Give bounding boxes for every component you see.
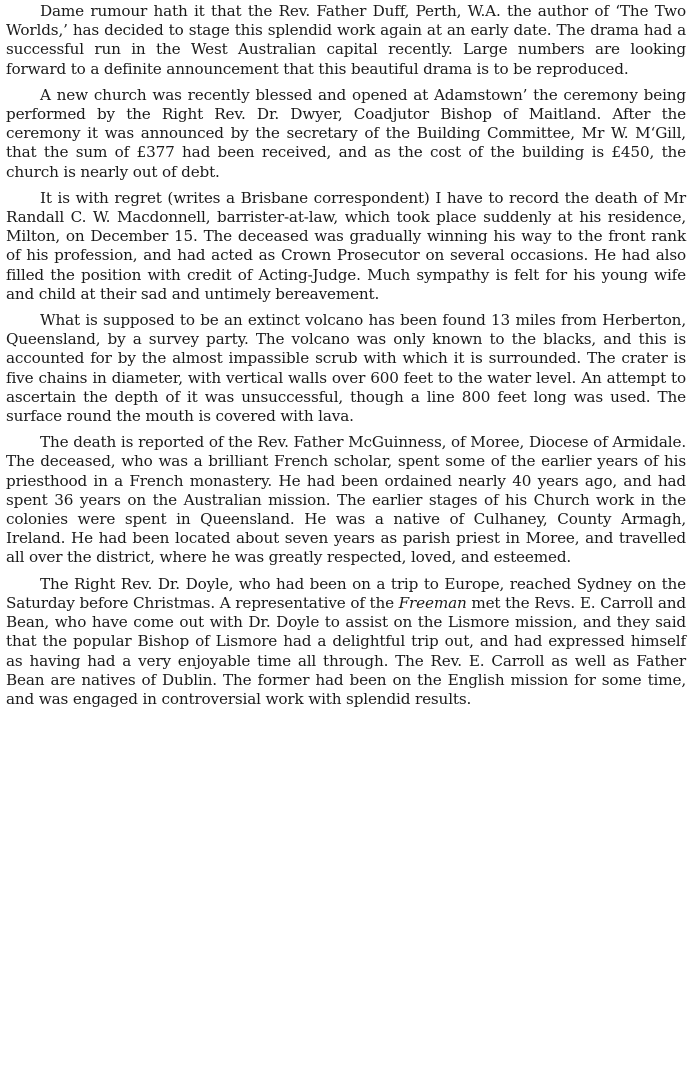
paragraph-doyle-text-before: The Right Rev. Dr. Doyle, who had been on a trip to Europe, reached Sydney on the Saturday before Christmas. A representative of the [6,574,686,612]
paragraph-macdonnell-death: It is with regret (writes a Brisbane correspondent) I have to record the death of Mr Randall C. W. Macdonnell, barrister-at-law, which took place suddenly at his residence, Milton, on December 15. The deceased was gradually winning his way to the front rank of his profession, and had acted as Crown Prosecutor on several occasions. He had also filled the position with credit of Acting-Judge. Much sympathy is felt for his young wife and child at their sad and untimely bereavement. [6,188,686,303]
paragraph-adamstown-church: A new church was recently blessed and opened at Adamstown’ the ceremony being performed by the Right Rev. Dr. Dwyer, Coadjutor Bishop of Maitland. After the ceremony it was announced by the secretary of the Building Committee, Mr W. M‘Gill, that the sum of £377 had been received, and as the cost of the building is £450, the church is nearly out of debt. [6,85,686,181]
paragraph-extinct-volcano: What is supposed to be an extinct volcano has been found 13 miles from Herberton, Queensland, by a survey party. The volcano was only known to the blacks, and this is accounted for by the almost impassible scrub with which it is surrounded. The crater is five chains in diameter, with vertical walls over 600 feet to the water level. An attempt to ascertain the depth of it was unsuccessful, though a line 800 feet long was used. The surface round the mouth is covered with lava. [6,311,686,426]
paragraph-doyle-return [6,575,686,709]
freeman-emphasis: Freeman [398,593,467,612]
paragraph-doyle-text-after: met the Revs. E. Carroll and Bean, who have come out with Dr. Doyle to assist on the Lismore mission, and they said that the popular Bishop of Lismore had a delightful trip out, and had expressed himself as having had a very enjoyable time all through. The Rev. E. Carroll as well as Father Bean are natives of Dublin. The former had been on the English mission for some time, and was engaged in controversial work with splendid results. [6,593,686,708]
paragraph-duff-drama: Dame rumour hath it that the Rev. Father Duff, Perth, W.A. the author of ‘The Two Worlds,’ has decided to stage this splendid work again at an early date. The drama had a successful run in the West Australian capital recently. Large numbers are looking forward to a definite announcement that this beautiful drama is to be reproduced. [6,2,686,78]
paragraph-mcguinness-death: The death is reported of the Rev. Father McGuinness, of Moree, Diocese of Armidale. The deceased, who was a brilliant French scholar, spent some of the earlier years of his priesthood in a French monastery. He had been ordained nearly 40 years ago, and had spent 36 years on the Australian mission. The earlier stages of his Church work in the colonies were spent in Queensland. He was a native of Culhaney, County Armagh, Ireland. He had been located about seven years as parish priest in Moree, and travelled all over the district, where he was greatly respected, loved, and esteemed. [6,433,686,567]
